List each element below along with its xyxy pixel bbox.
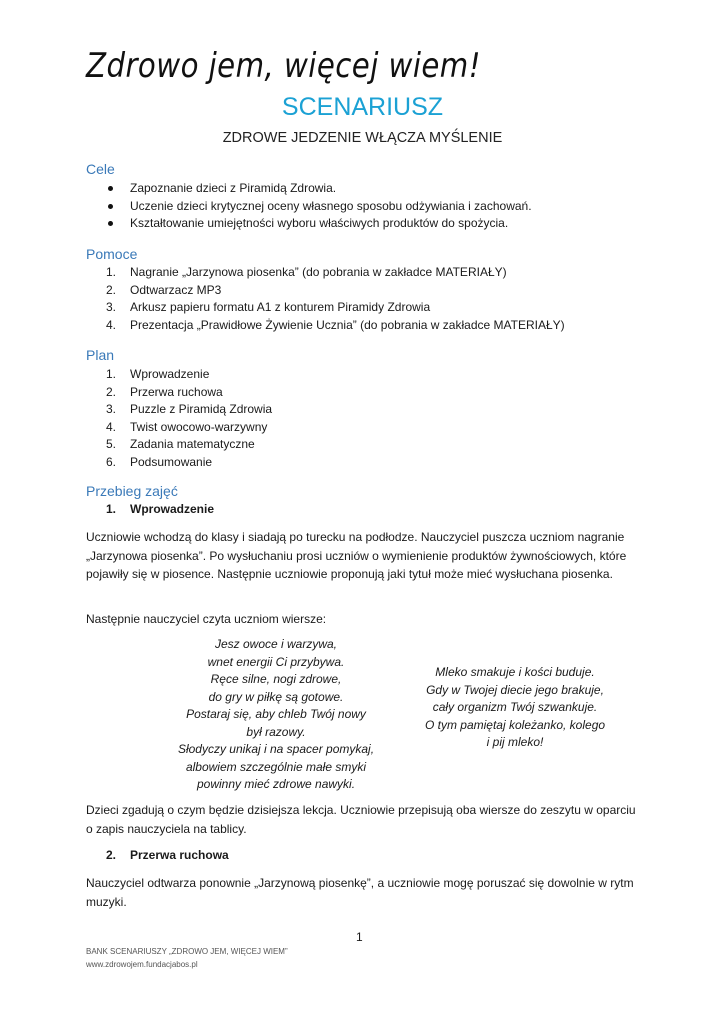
list-item [86,419,646,437]
poem-line: Postaraj się, aby chleb Twój nowy [186,707,366,721]
list-item: Kształtowanie umiejętności wyboru właściwych produktów do spożycia. [86,215,646,233]
poem-line: był razowy. [246,724,306,739]
list-item [86,282,646,300]
footer-url: www.zdrowojem.fundacjabos.pl [86,960,198,969]
list-number: 2. [106,384,117,399]
list-number: 6. [106,454,117,469]
subsection-number: 2. [106,848,117,862]
pomoce-list [86,264,646,334]
list-item [86,264,646,282]
list-number: 1. [106,265,117,279]
poem-line: wnet energii Ci przybywa. [207,654,345,669]
list-item: Uczenie dzieci krytycznej oceny własnego sposobu odżywiania i zachowań. [86,198,646,216]
list-item [86,401,646,419]
paragraph-intro: Uczniowie wchodzą do klasy i siadają po turecku na podłodze. Nauczyciel puszcza uczniom nagranie „Jarzynowa piosenka”. Po wysłuchaniu prosi uczniów o wymienienie produktów żywnościowych, które pojawiły się w piosence. Następnie uczniowie proponują jaki tytuł może mieć wysłuchana piosenka. [86,530,627,581]
section-heading-plan: Plan [86,347,115,363]
list-item: Zapoznanie dzieci z Piramidą Zdrowia. [86,180,646,198]
list-number: 5. [106,437,117,452]
section-heading-pomoce: Pomoce [86,246,138,262]
list-text: Arkusz papieru formatu A1 z konturem Piramidy Zdrowia [130,300,431,315]
list-item [86,454,646,472]
list-number: 3. [106,300,117,315]
subsection-number: 1. [106,502,117,516]
section-heading-cele: Cele [86,161,115,177]
list-number: 1. [106,367,117,381]
list-text: Odtwarzacz MP3 [130,282,222,297]
poem-line: O tym pamiętaj koleżanko, kolego [424,717,606,732]
list-text: Puzzle z Piramidą Zdrowia [130,402,273,417]
list-item [86,366,646,384]
paragraph-break: Nauczyciel odtwarza ponownie „Jarzynową piosenkę”, a uczniowie mogę poruszać się dowolnie w rytm muzyki. [86,876,634,909]
list-number: 4. [106,317,117,332]
poem-line: do gry w piłkę są gotowe. [208,689,344,704]
poem-line: powinny mieć zdrowe nawyki. [196,777,356,791]
list-item [86,384,646,402]
poem-right [380,664,650,752]
list-item [86,436,646,454]
footer-title: BANK SCENARIUSZY „ZDROWO JEM, WIĘCEJ WIEM” [86,947,288,956]
cele-list [86,180,646,233]
logo-text: Zdrowo jem, więcej wiem! [86,46,481,86]
subsection-title: Przerwa ruchowa [130,848,229,862]
list-item [86,317,646,335]
poem-line: Gdy w Twojej diecie jego brakuje, [426,682,604,697]
page-title: SCENARIUSZ [281,93,444,121]
list-number: 2. [106,282,117,297]
list-text: Przerwa ruchowa [130,384,223,399]
list-text: Prezentacja „Prawidłowe Żywienie Ucznia” (do pobrania w zakładce MATERIAŁY) [130,317,565,332]
list-text: Twist owocowo-warzywny [130,419,268,434]
list-text: Zadania matematyczne [130,437,255,452]
poem-line: i pij mleko! [486,735,544,749]
list-item [86,299,646,317]
list-text: Wprowadzenie [130,367,210,381]
subsection-title: Wprowadzenie [130,502,215,516]
poem-line: Jesz owoce i warzywa, [214,637,338,651]
footer [86,945,288,971]
poem-line: Ręce silne, nogi zdrowe, [210,672,342,686]
list-text: Nagranie „Jarzynowa piosenka” (do pobrania w zakładce MATERIAŁY) [130,265,507,279]
paragraph-lesson-guess: Dzieci zgadują o czym będzie dzisiejsza lekcja. Uczniowie przepisują oba wiersze do zeszytu w oparciu o zapis nauczyciela na tablicy. [86,803,636,836]
poem-line: cały organizm Twój szwankuje. [432,700,598,714]
paragraph-poems-intro: Następnie nauczyciel czyta uczniom wiersze: [86,612,327,626]
list-number: 4. [106,419,117,434]
poem-line: Mleko smakuje i kości buduje. [435,665,595,679]
section-heading-przebieg: Przebieg zajęć [86,483,178,499]
poem-line: albowiem szczególnie małe smyki [185,759,367,774]
list-text: Podsumowanie [130,454,213,469]
page-number: 1 [356,930,363,944]
plan-list [86,366,646,472]
poem-line: Słodyczy unikaj i na spacer pomykaj, [177,742,375,756]
page-subtitle: ZDROWE JEDZENIE WŁĄCZA MYŚLENIE [222,130,503,146]
list-number: 3. [106,402,117,417]
